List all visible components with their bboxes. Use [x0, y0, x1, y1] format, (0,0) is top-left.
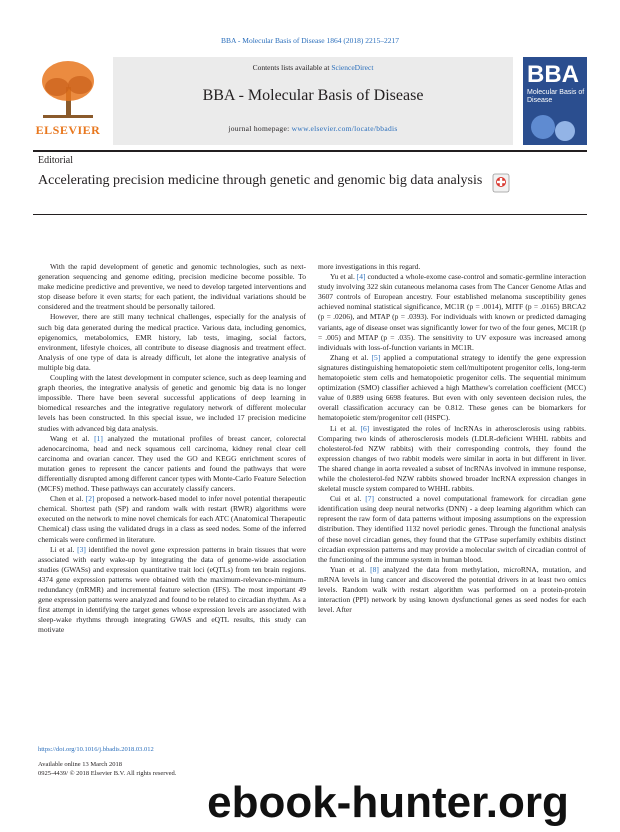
reference-link[interactable]: [5]: [371, 352, 381, 362]
paragraph: Yuan et al. [8] analyzed the data from methylation, microRNA, mutation, and mRNA levels in lung cancer and discovered the potential drivers in at least two omics levels. Random walk with restart algorithm was performed on a protein-protein interaction (PPI) network by using known dysfunctional genes as seed nodes for each level. After: [318, 564, 586, 615]
journal-citation[interactable]: BBA - Molecular Basis of Disease 1864 (2018) 2215–2217: [221, 36, 399, 45]
cover-subtitle: Molecular Basis of Disease: [527, 89, 585, 104]
paragraph: more investigations in this regard.: [318, 262, 421, 271]
paragraph: Zhang et al. [5] applied a computational strategy to identify the gene expression signatures distinguishing hematopoietic stem cell/multipotent progenitor cells, long-term hematopoietic stem cells and hematopoietic progenitor cells. The sequential minimum optimization (SMO) classifier achieved a high Matthew's correlation coefficient (MCC) value of 0.889 using 6698 features. But even with only seventeen decision rules, the overall classification accuracy can be 0.812. These genes can be biomarkers for hematopoietic stem/progenitor cell (HSPC).: [318, 352, 586, 423]
reference-link[interactable]: [8]: [370, 564, 379, 574]
reference-link[interactable]: [3]: [77, 544, 86, 554]
paragraph: Coupling with the latest development in computer science, such as deep learning and graph theories, the integrative analysis of genetic and genomic big data is no longer impossible. There have been several successful applications of deep learning in biomedical researches and the integrative regulatory network of different molecular levels has been constructed. In this special issue, we included 17 precision medicine studies with advanced big data analysis.: [38, 373, 306, 433]
masthead: [33, 57, 587, 149]
homepage-link[interactable]: www.elsevier.com/locate/bbadis: [291, 124, 398, 133]
contents-line: [113, 63, 513, 72]
watermark-text: ebook-hunter.org: [207, 778, 569, 827]
crossmark-icon[interactable]: [491, 173, 511, 193]
publisher-name: ELSEVIER: [35, 123, 101, 137]
body-column-left: [38, 262, 306, 635]
reference-link[interactable]: [6]: [360, 423, 370, 433]
paragraph: However, there are still many technical challenges, especially for the analysis of such big data generated during the medical practice. Various data, including genomics, epigenomics, metabolomics, EMR history, lab tests, imaging, social factors, environment, lifestyle choices, all contribute to disease diagnosis and treatment effect. Analysis of one type of data is already difficult, let alone the integrative analysis of multiple big data.: [38, 312, 306, 372]
watermark: [0, 775, 620, 827]
available-online: Available online 13 March 2018: [38, 761, 122, 768]
homepage-prefix: journal homepage:: [228, 124, 292, 133]
paragraph: Yu et al. [4] conducted a whole-exome case-control and somatic-germline interaction study involving 322 skin cutaneous melanoma cases from The Cancer Genome Atlas and 3607 controls of European ancestry. Four established melanoma susceptibility genes achieved nominal statistical significance, MC1R (p = .0014), MITF (p = .0165) BRCA2 (p = .0206), and MTAP (p = .0393). For individuals with known or predicted damaging variants, age of disease onset was significantly lower for two of the four genes, MC1R (p = .005) and MTAP (p = .035). The sensitivity to UV exposure was increased among individuals with loss-of-function variants in MC1R.: [318, 272, 586, 352]
paragraph: Chen et al. [2] proposed a network-based model to infer novel potential therapeutic chemical. Shortest path (SP) and random walk with restart (RWR) algorithms were executed on the network to mine novel chemicals for each ATC (Anatomical Therapeutic Chemical) class using the validated drugs in a class as seed nodes. Some of the inferred chemicals were confirmed in literature.: [38, 494, 306, 544]
reference-link[interactable]: [4]: [356, 272, 366, 282]
paragraph: Li et al. [3] identified the novel gene expression patterns in brain tissues that were associated with early wake-up by integrating the data of genome-wide association studies (GWASs) and expression quantitative trait loci (eQTLs) from ten brain regions. 4374 gene expression patterns were obtained with the maximum-relevance-minimum-redundancy (mRMR) and incremental feature selection (IFS). The most important 49 gene expression patterns were analyzed and found to be related to circadian rhythm. As a first attempt in identifying the target genes whose expression levels are associated with sleep-wake rhythms through integrating GWAS and eQTL results, this study can motivate: [38, 544, 306, 635]
doi-link[interactable]: https://doi.org/10.1016/j.bbadis.2018.03.012: [38, 746, 154, 753]
paragraph: Cui et al. [7] constructed a novel computational framework for circadian gene identification using deep neural networks (DNN) - a deep learning algorithm which can represent the raw form of data patterns without imposing assumptions on the expression distribution. They identified 1132 novel periodic genes. Through the functional analysis of these novel circadian genes, they found that the GTPase superfamily exhibits distinct circadian expression patterns and may provide a molecular switch of circadian control of the functioning of the immune system in human blood.: [318, 494, 586, 564]
body-column-right: [318, 262, 586, 615]
copyright: 0925-4439/ © 2018 Elsevier B.V. All rights reserved.: [38, 770, 177, 777]
reference-link[interactable]: [2]: [85, 494, 95, 504]
journal-homepage: [113, 124, 513, 133]
contents-prefix: Contents lists available at: [252, 63, 332, 72]
article-title: Accelerating precision medicine through genetic and genomic big data analysis: [38, 173, 483, 188]
reference-link[interactable]: [1]: [94, 433, 103, 443]
paragraph: Li et al. [6] investigated the roles of lncRNAs in atherosclerosis using rabbits. Comparing two kinds of atherosclerosis models (LDLR-deficient WHHL rabbits and cholesterol-fed NZW rabbits) with their corresponding controls, they found the expression changes of two rabbit models were similar in aorta in but different in liver. The shared change in aorta revealed a subset of lncRNAs involved in immune response, while the cholesterol-fed NZW rabbits showed broader lncRNA expression changes in skeletal muscle system compared to WHHL rabbits.: [318, 423, 586, 494]
sciencedirect-link[interactable]: ScienceDirect: [331, 63, 374, 72]
reference-link[interactable]: [7]: [365, 494, 374, 504]
article-footer: [38, 745, 298, 778]
cover-title: BBA: [527, 61, 579, 88]
paragraph: Wang et al. [1] analyzed the mutational profiles of breast cancer, colorectal adenocarcinoma, head and neck squamous cell carcinoma, kidney renal clear cell carcinoma and ovarian cancer. They used the GO and KEGG enrichment scores of mutation genes to represent the cancer patients and found the pathways that were differentially disrupted among different cancer types with Monte-Carlo Feature Selection (MCFS) method. These pathways can accurately classify cancers.: [38, 433, 306, 494]
paragraph: With the rapid development of genetic and genomic technologies, such as next-generation sequencing and genome editing, precision medicine become possible. To make medicine predictive and preventive, we need to develop targeted interventions and stop disease before it even starts; for each patient, the individual variations should be considered and the treatment should be personally tailored.: [38, 262, 306, 312]
header-rule: [33, 150, 587, 152]
title-rule: [33, 214, 587, 215]
journal-cover[interactable]: [523, 57, 587, 145]
journal-name: BBA - Molecular Basis of Disease: [202, 87, 424, 104]
article-type: Editorial: [38, 155, 73, 166]
